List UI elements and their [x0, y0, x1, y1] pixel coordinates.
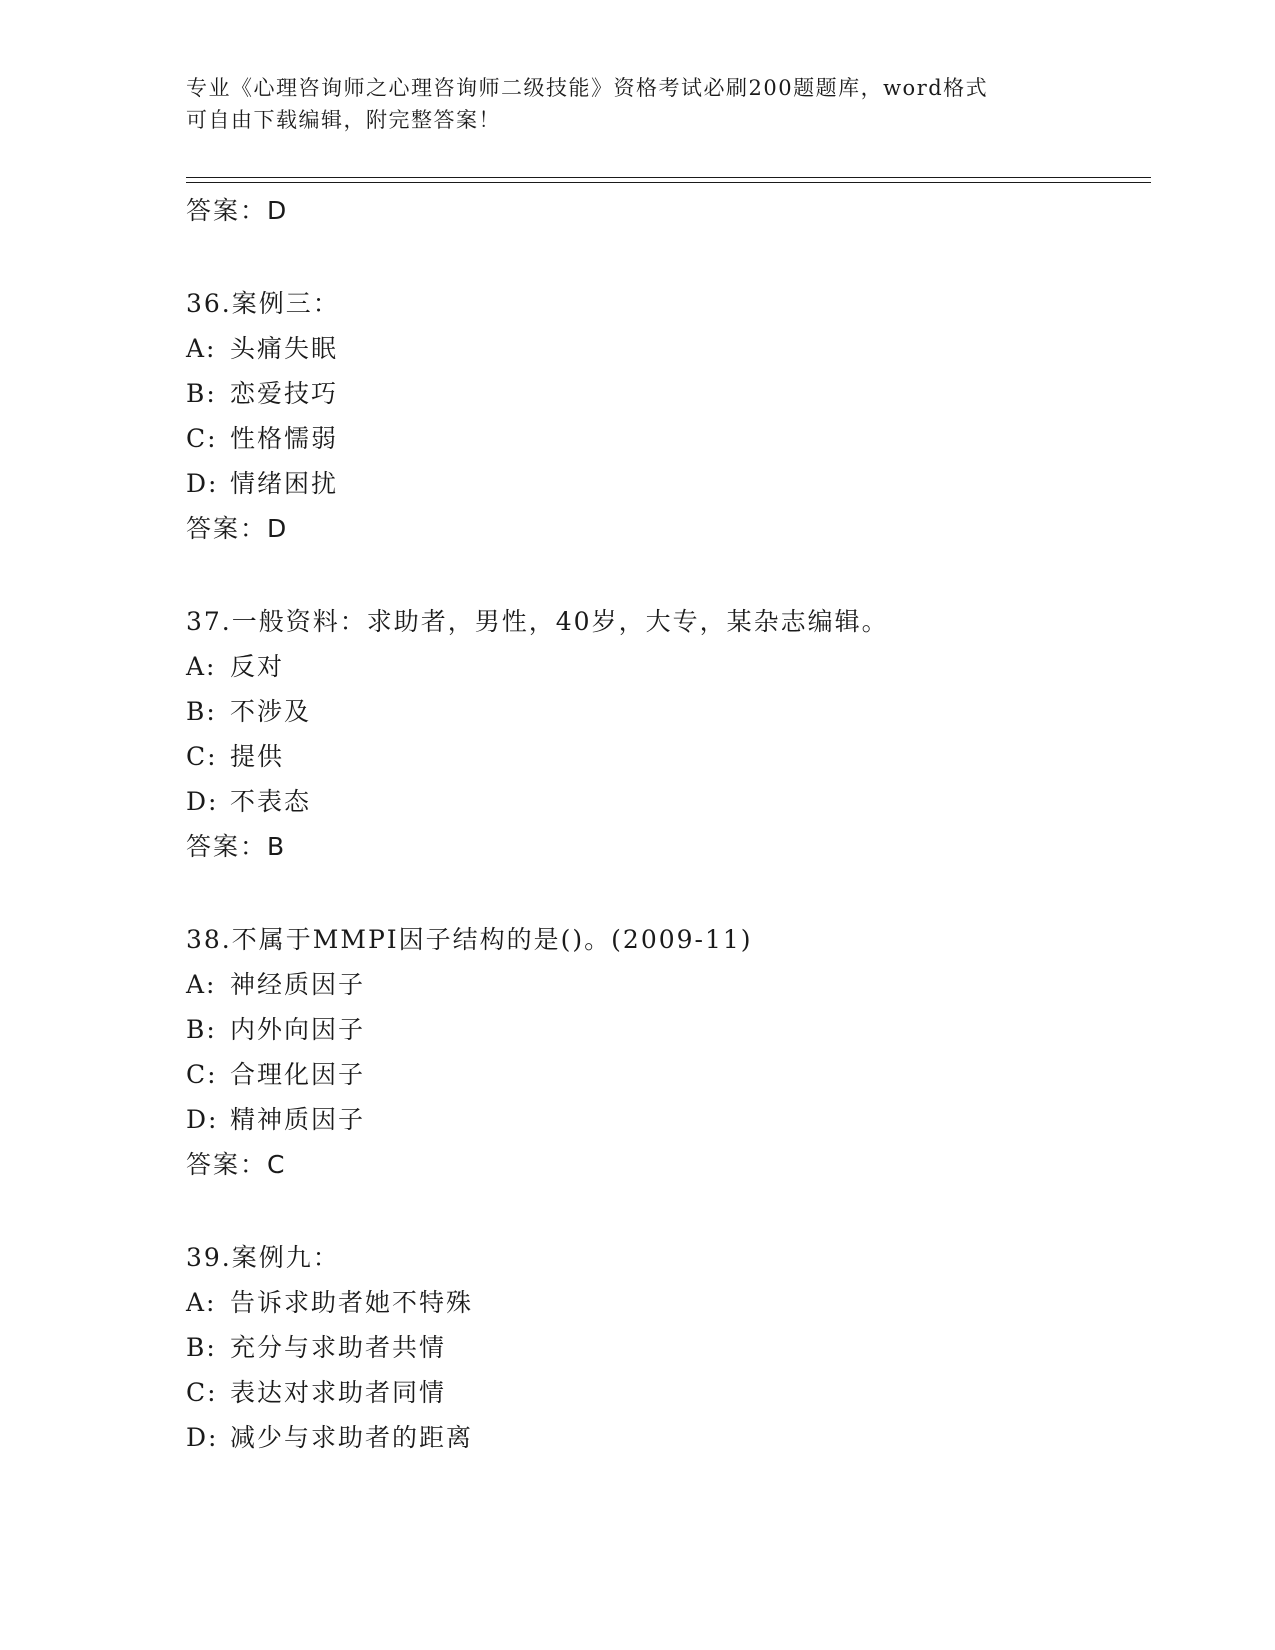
option-key: B: [186, 1015, 217, 1044]
answer-line: 答案：D [186, 514, 289, 543]
option-text: 合理化因子 [230, 1060, 366, 1089]
question-title: 39.案例九： [186, 1243, 340, 1272]
option-text: 提供 [230, 742, 285, 771]
option-text: 告诉求助者她不特殊 [230, 1288, 474, 1317]
question-title: 37.一般资料：求助者，男性，40岁，大专，某杂志编辑。 [186, 607, 889, 636]
option-key: B: [186, 379, 217, 408]
option-key: D: [186, 787, 219, 816]
option-text: 不涉及 [230, 697, 312, 726]
option-text: 充分与求助者共情 [230, 1333, 447, 1362]
option-text: 内外向因子 [230, 1015, 366, 1044]
option-key: C: [186, 1378, 218, 1407]
option-key: D: [186, 1423, 219, 1452]
option-text: 头痛失眠 [230, 334, 339, 363]
option-d [186, 461, 1151, 506]
option-d [186, 779, 1151, 824]
question-block [186, 599, 1151, 869]
option-c [186, 1370, 1151, 1415]
option-b [186, 689, 1151, 734]
option-text: 恋爱技巧 [230, 379, 339, 408]
option-a [186, 644, 1151, 689]
answer-line: 答案：C [186, 1150, 287, 1179]
option-key: D: [186, 1105, 219, 1134]
option-a [186, 962, 1151, 1007]
option-d [186, 1415, 1151, 1460]
header-divider [186, 177, 1151, 183]
option-d [186, 1097, 1151, 1142]
option-b [186, 1007, 1151, 1052]
option-key: A: [186, 970, 217, 999]
spacer [186, 551, 1151, 599]
answer-line: 答案：D [186, 196, 289, 225]
option-text: 情绪困扰 [230, 469, 339, 498]
option-key: C: [186, 1060, 218, 1089]
option-key: C: [186, 424, 218, 453]
question-block [186, 917, 1151, 1187]
option-a [186, 326, 1151, 371]
option-text: 精神质因子 [230, 1105, 366, 1134]
option-key: B: [186, 697, 217, 726]
option-text: 神经质因子 [230, 970, 366, 999]
option-c [186, 734, 1151, 779]
question-title: 36.案例三： [186, 289, 340, 318]
option-key: A: [186, 334, 217, 363]
option-b [186, 371, 1151, 416]
option-c [186, 416, 1151, 461]
spacer [186, 233, 1151, 281]
option-key: D: [186, 469, 219, 498]
option-key: A: [186, 1288, 217, 1317]
question-list [186, 188, 1151, 1460]
answer-line: 答案：B [186, 832, 287, 861]
option-text: 不表态 [230, 787, 312, 816]
option-text: 性格懦弱 [230, 424, 339, 453]
option-text: 表达对求助者同情 [230, 1378, 447, 1407]
option-text: 减少与求助者的距离 [230, 1423, 474, 1452]
question-title: 38.不属于MMPI因子结构的是()。(2009-11) [186, 925, 753, 954]
option-key: A: [186, 652, 217, 681]
header-line-2: 可自由下载编辑，附完整答案！ [186, 108, 501, 132]
option-key: C: [186, 742, 218, 771]
option-a [186, 1280, 1151, 1325]
spacer [186, 1187, 1151, 1235]
option-c [186, 1052, 1151, 1097]
question-block [186, 281, 1151, 551]
document-header [186, 72, 1066, 136]
spacer [186, 869, 1151, 917]
option-b [186, 1325, 1151, 1370]
option-text: 反对 [230, 652, 285, 681]
option-key: B: [186, 1333, 217, 1362]
question-block [186, 1235, 1151, 1460]
header-line-1: 专业《心理咨询师之心理咨询师二级技能》资格考试必刷200题题库，word格式 [186, 76, 989, 100]
